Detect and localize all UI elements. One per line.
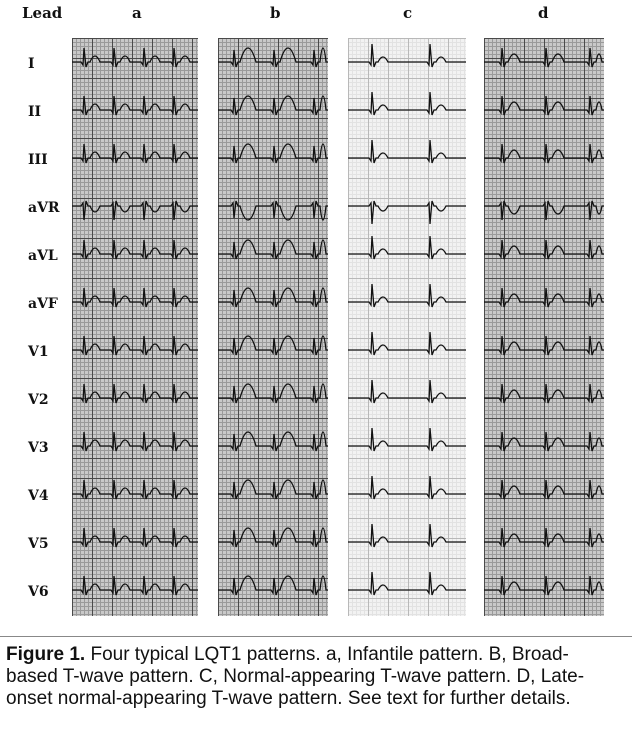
ecg-trace-c-V2 (348, 380, 466, 403)
ecg-trace-c-V1 (348, 332, 466, 355)
ecg-trace-a-aVL (72, 240, 198, 259)
ecg-traces-b (218, 38, 328, 616)
ecg-trace-a-V4 (72, 480, 198, 499)
ecg-trace-d-III (484, 144, 604, 163)
ecg-trace-d-aVF (484, 288, 604, 307)
figure-caption (6, 644, 618, 710)
ecg-trace-a-V3 (72, 432, 198, 451)
ecg-trace-a-aVF (72, 288, 198, 307)
ecg-trace-c-V6 (348, 572, 466, 595)
lead-label-III: III (28, 152, 48, 168)
caption-divider (0, 636, 632, 637)
lead-header: Lead (22, 4, 63, 22)
ecg-trace-a-V5 (72, 528, 198, 547)
ecg-trace-a-V6 (72, 576, 198, 595)
caption-label: Figure 1. (6, 644, 86, 665)
ecg-trace-d-V5 (484, 528, 604, 547)
ecg-trace-d-II (484, 96, 604, 115)
ecg-trace-b-V5 (218, 528, 328, 547)
ecg-trace-b-II (218, 96, 328, 115)
ecg-panel-b (218, 38, 328, 616)
ecg-trace-b-V4 (218, 480, 328, 499)
ecg-traces-a (72, 38, 198, 616)
ecg-trace-a-V1 (72, 336, 198, 355)
ecg-trace-d-I (484, 48, 604, 67)
ecg-trace-c-aVF (348, 284, 466, 307)
ecg-trace-a-I (72, 48, 198, 67)
ecg-traces-c (348, 38, 466, 616)
ecg-trace-c-V5 (348, 524, 466, 547)
ecg-trace-c-V3 (348, 428, 466, 451)
column-c-header: c (403, 4, 413, 22)
lead-label-II: II (28, 104, 42, 120)
lead-label-V2: V2 (28, 392, 49, 408)
ecg-trace-b-I (218, 48, 328, 67)
ecg-trace-a-aVR (72, 201, 198, 220)
ecg-trace-b-aVF (218, 288, 328, 307)
ecg-trace-d-V6 (484, 576, 604, 595)
lead-label-V5: V5 (28, 536, 49, 552)
lead-label-V4: V4 (28, 488, 49, 504)
ecg-trace-b-V6 (218, 576, 328, 595)
ecg-trace-c-aVR (348, 201, 466, 224)
ecg-trace-a-II (72, 96, 198, 115)
ecg-trace-a-V2 (72, 384, 198, 403)
ecg-traces-d (484, 38, 604, 616)
ecg-trace-d-V4 (484, 480, 604, 499)
ecg-trace-c-III (348, 140, 466, 163)
ecg-panel-a (72, 38, 198, 616)
lead-label-aVR: aVR (28, 200, 60, 216)
ecg-trace-c-I (348, 44, 466, 67)
ecg-trace-a-III (72, 144, 198, 163)
ecg-trace-d-V2 (484, 384, 604, 403)
ecg-trace-b-aVL (218, 240, 328, 259)
ecg-trace-c-II (348, 92, 466, 115)
ecg-trace-b-V2 (218, 384, 328, 403)
lead-label-V1: V1 (28, 344, 49, 360)
ecg-panel-d (484, 38, 604, 616)
ecg-trace-d-V1 (484, 336, 604, 355)
ecg-trace-b-V1 (218, 336, 328, 355)
caption-text: Four typical LQT1 patterns. a, Infantile pattern. B, Broad-based T-wave pattern. C, Normal-appearing T-wave pattern. D, Late-onset normal-appearing T-wave pattern. See text for further details. (6, 644, 585, 709)
ecg-trace-d-V3 (484, 432, 604, 451)
lead-label-aVL: aVL (28, 248, 58, 264)
ecg-panel-c (348, 38, 466, 616)
ecg-trace-c-V4 (348, 476, 466, 499)
ecg-trace-b-V3 (218, 432, 328, 451)
column-b-header: b (270, 4, 281, 22)
ecg-trace-b-aVR (218, 201, 328, 220)
lead-label-I: I (28, 56, 35, 72)
lead-label-aVF: aVF (28, 296, 58, 312)
lead-label-V3: V3 (28, 440, 49, 456)
ecg-trace-b-III (218, 144, 328, 163)
lead-label-V6: V6 (28, 584, 49, 600)
column-a-header: a (132, 4, 142, 22)
ecg-trace-c-aVL (348, 236, 466, 259)
column-d-header: d (538, 4, 549, 22)
ecg-trace-d-aVR (484, 201, 604, 220)
ecg-trace-d-aVL (484, 240, 604, 259)
